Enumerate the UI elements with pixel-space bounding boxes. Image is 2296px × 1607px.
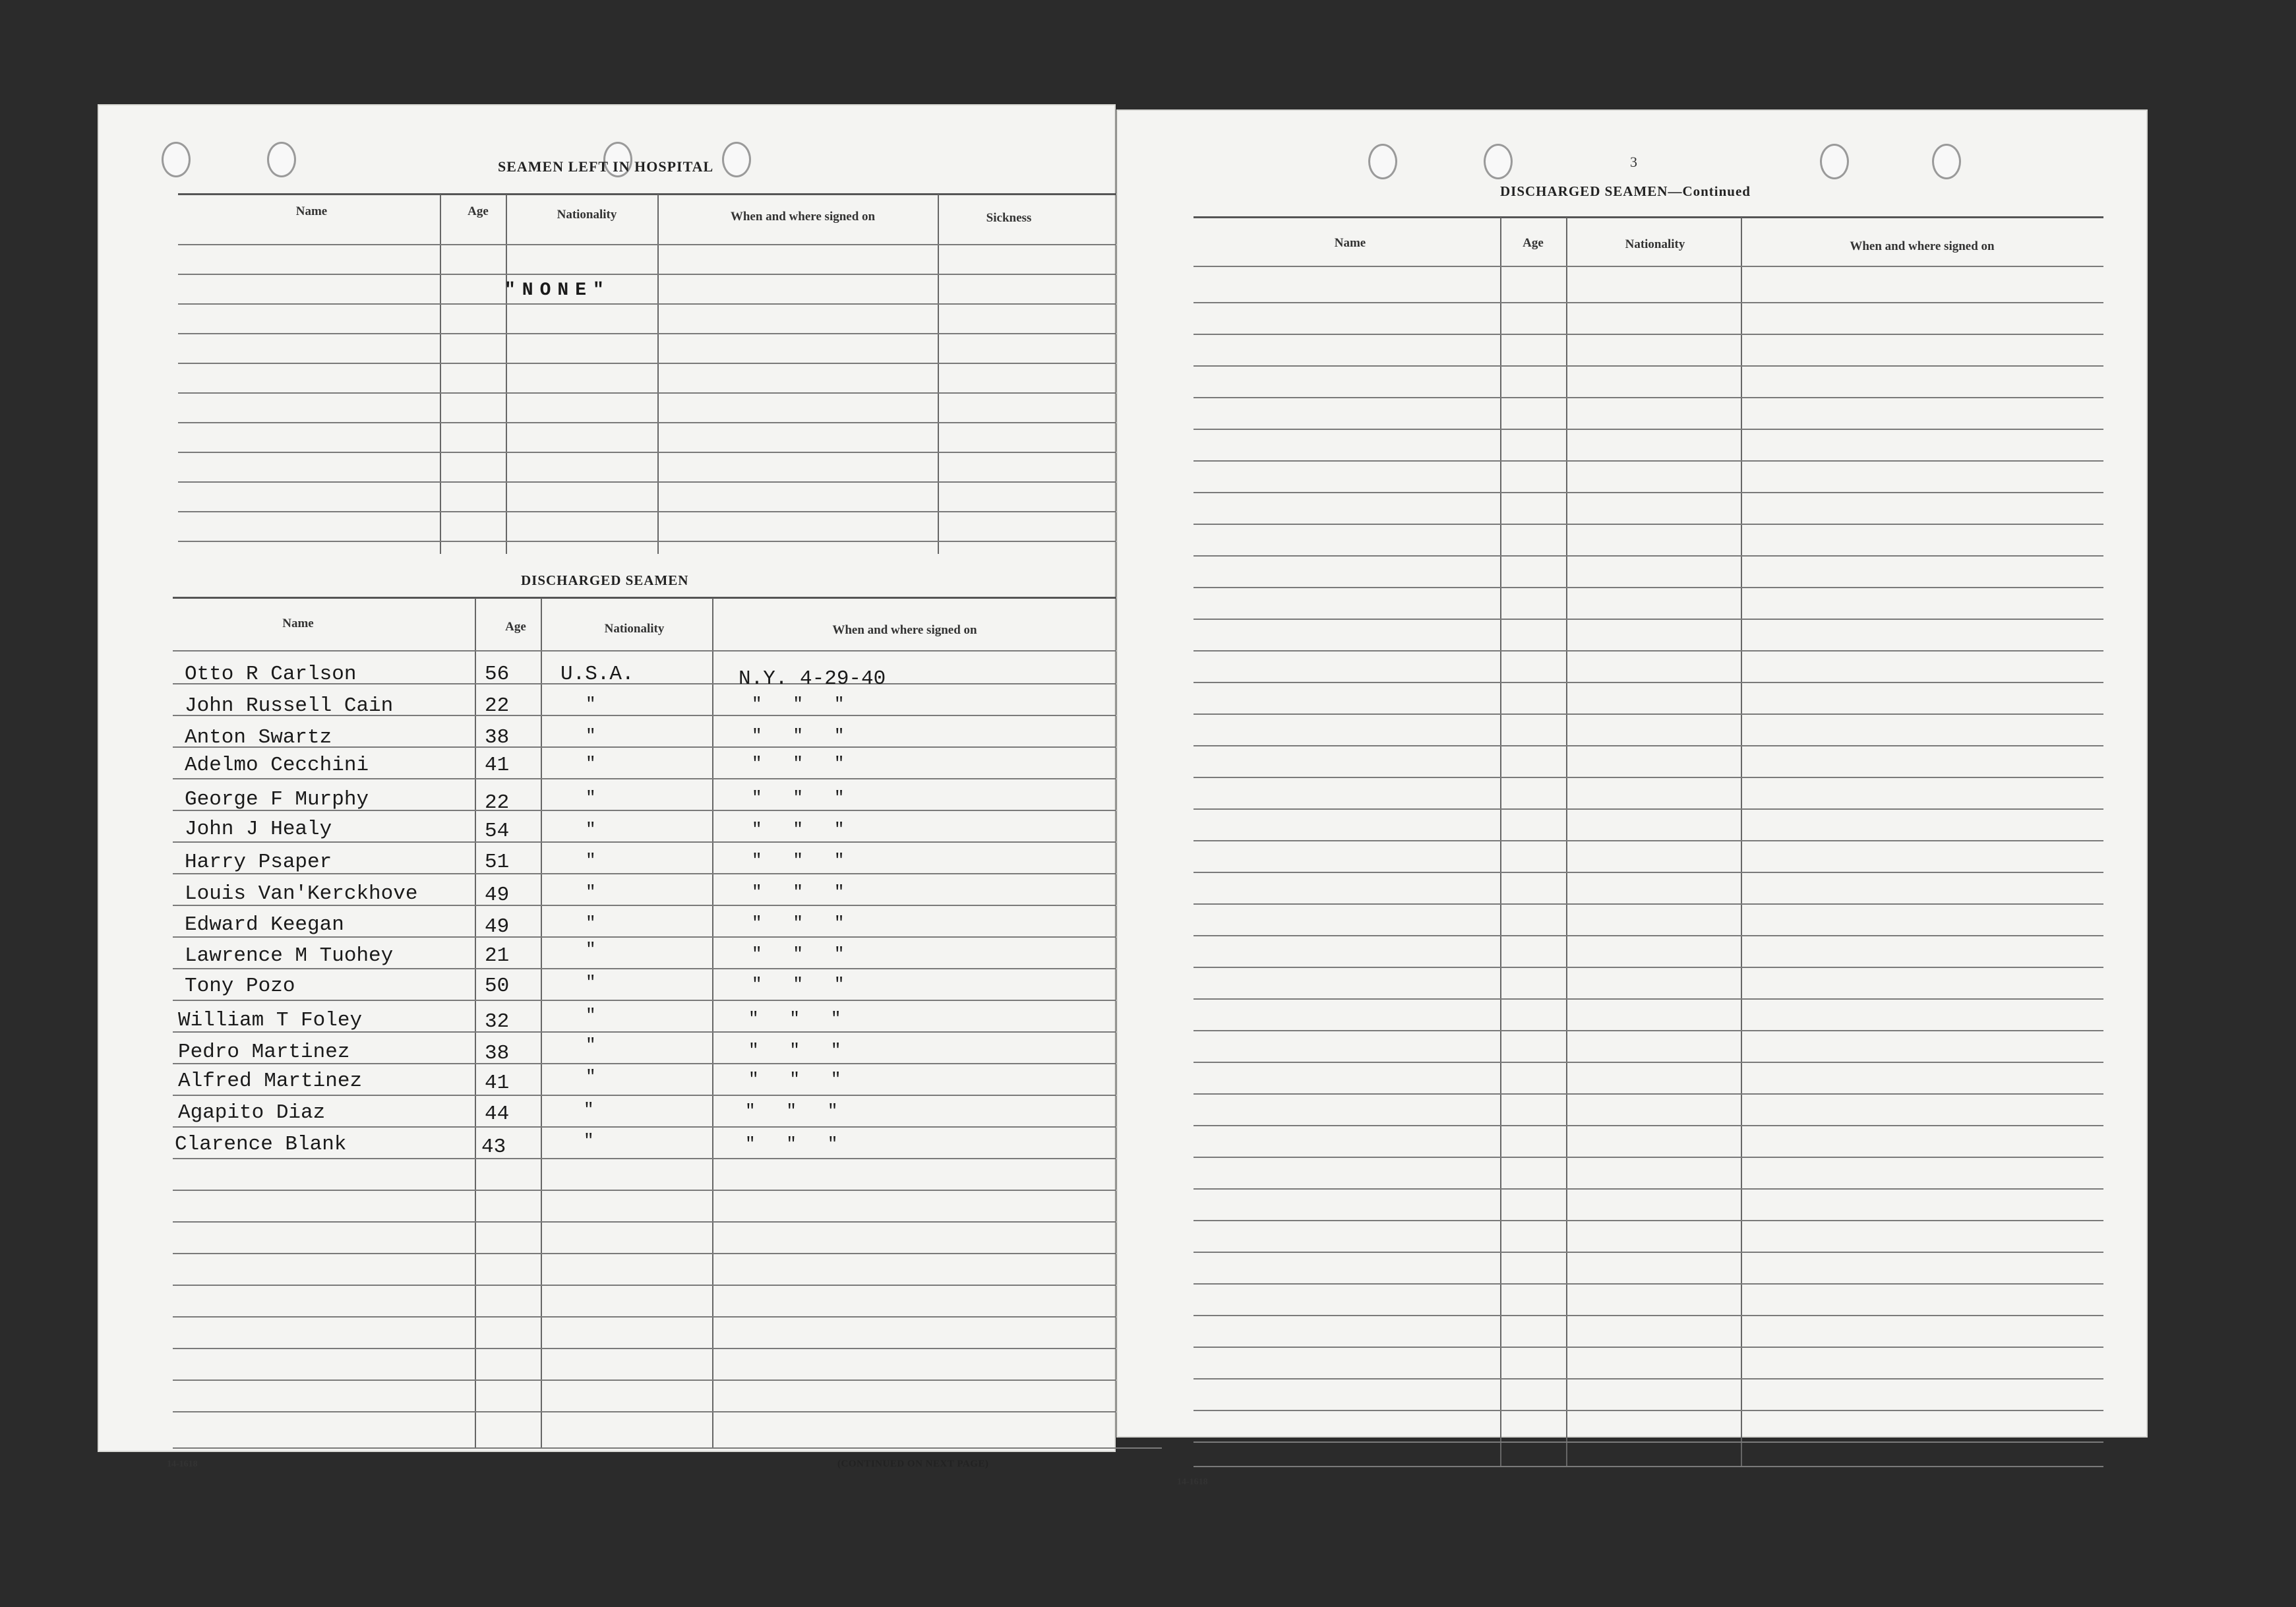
seaman-signed-on: " " " — [752, 754, 845, 773]
seaman-name: John J Healy — [185, 818, 332, 841]
row-rule — [1193, 808, 2103, 810]
row-rule — [1193, 745, 2103, 746]
binder-hole — [722, 142, 751, 177]
seaman-age: 38 — [485, 1042, 510, 1065]
col-divider — [1741, 218, 1742, 1467]
row-rule — [1193, 619, 2103, 620]
col-divider — [657, 195, 659, 554]
seaman-signed-on: " " " — [748, 1041, 841, 1060]
right-page — [1118, 111, 2146, 1487]
seaman-age: 32 — [485, 1010, 510, 1033]
seaman-age: 21 — [485, 944, 510, 967]
table-top-rule — [173, 597, 1162, 599]
header-rule — [173, 650, 1162, 652]
seaman-nationality: " — [586, 851, 596, 870]
row-rule — [1193, 1378, 2103, 1380]
discharged-col-signed-on: When and where signed on — [832, 623, 977, 637]
seaman-signed-on: " " " — [752, 726, 845, 746]
seaman-name: Lawrence M Tuohey — [185, 944, 394, 967]
row-rule — [1193, 1188, 2103, 1190]
row-rule — [1193, 1410, 2103, 1411]
seaman-nationality: " — [586, 1067, 596, 1087]
seaman-signed-on: N.Y. 4-29-40 — [739, 667, 886, 690]
seaman-age: 44 — [485, 1103, 510, 1126]
row-rule — [173, 936, 1162, 938]
row-rule — [173, 1380, 1162, 1381]
seaman-name: Tony Pozo — [185, 975, 295, 998]
seaman-age: 43 — [481, 1136, 506, 1159]
seaman-signed-on: " " " — [748, 1009, 841, 1029]
seaman-name: Pedro Martinez — [178, 1041, 350, 1064]
row-rule — [173, 968, 1162, 969]
binder-hole — [1820, 144, 1849, 179]
continued-col-name: Name — [1334, 236, 1366, 250]
discharged-continued-title: DISCHARGED SEAMEN—Continued — [1500, 183, 1751, 199]
seaman-signed-on: " " " — [752, 882, 845, 902]
seaman-nationality: " — [584, 1131, 594, 1151]
col-divider — [440, 195, 441, 554]
row-rule — [1193, 492, 2103, 493]
row-rule — [1193, 1252, 2103, 1253]
seaman-signed-on: " " " — [752, 975, 845, 994]
seaman-nationality: " — [586, 820, 596, 839]
row-rule — [178, 541, 1164, 542]
row-rule — [1193, 1062, 2103, 1063]
seaman-name: Edward Keegan — [185, 913, 344, 936]
row-rule — [1193, 524, 2103, 525]
form-number: 14-1618 — [167, 1459, 198, 1469]
row-rule — [1193, 587, 2103, 588]
continued-col-nationality: Nationality — [1625, 237, 1685, 251]
seaman-age: 51 — [485, 851, 510, 874]
row-rule — [178, 452, 1164, 453]
seaman-name: Clarence Blank — [175, 1133, 347, 1156]
row-rule — [178, 244, 1164, 245]
seaman-nationality: " — [586, 1006, 596, 1025]
seaman-nationality: " — [584, 1100, 594, 1120]
seaman-signed-on: " " " — [752, 913, 845, 933]
row-rule — [1193, 1466, 2103, 1467]
seaman-age: 50 — [485, 975, 510, 998]
seaman-nationality: " — [586, 754, 596, 773]
row-rule — [178, 333, 1164, 334]
seaman-name: Harry Psaper — [185, 851, 332, 874]
seaman-age: 22 — [485, 791, 510, 814]
continued-col-signed-on: When and where signed on — [1850, 239, 1995, 253]
seaman-name: Alfred Martinez — [178, 1070, 363, 1093]
row-rule — [173, 778, 1162, 779]
row-rule — [1193, 903, 2103, 905]
row-rule — [178, 422, 1164, 423]
row-rule — [1193, 1220, 2103, 1221]
row-rule — [173, 1348, 1162, 1349]
seaman-nationality: " — [586, 1035, 596, 1055]
row-rule — [173, 841, 1162, 843]
col-divider — [712, 598, 713, 1449]
seaman-nationality: " — [586, 913, 596, 933]
seaman-age: 22 — [485, 694, 510, 717]
discharged-col-age: Age — [505, 620, 526, 634]
col-divider — [938, 195, 939, 554]
table-top-rule — [1193, 216, 2103, 218]
seaman-name: Agapito Diaz — [178, 1101, 326, 1124]
hospital-col-nationality: Nationality — [557, 208, 617, 222]
col-divider — [506, 195, 507, 554]
hospital-none-entry: "NONE" — [504, 280, 611, 301]
seaman-signed-on: " " " — [752, 851, 845, 870]
seaman-signed-on: " " " — [752, 788, 845, 808]
col-divider — [541, 598, 542, 1449]
row-rule — [1193, 713, 2103, 715]
row-rule — [1193, 460, 2103, 462]
seaman-name: John Russell Cain — [185, 694, 394, 717]
row-rule — [173, 1411, 1162, 1412]
binder-hole — [267, 142, 296, 177]
seaman-age: 41 — [485, 1072, 510, 1095]
seaman-nationality: " — [586, 726, 596, 746]
form-number: 14-1618 — [1177, 1477, 1208, 1487]
seaman-signed-on: " " " — [752, 944, 845, 964]
seaman-name: Louis Van'Kerckhove — [185, 882, 418, 905]
seaman-age: 54 — [485, 820, 510, 843]
seaman-name: Otto R Carlson — [185, 663, 357, 686]
row-rule — [1193, 1157, 2103, 1158]
seaman-age: 41 — [485, 754, 510, 777]
row-rule — [173, 1158, 1162, 1159]
row-rule — [173, 1190, 1162, 1191]
binder-hole — [1484, 144, 1513, 179]
seaman-signed-on: " " " — [752, 694, 845, 714]
row-rule — [1193, 682, 2103, 683]
row-rule — [1193, 1315, 2103, 1316]
row-rule — [1193, 650, 2103, 652]
seaman-nationality: " — [586, 882, 596, 902]
hospital-col-name: Name — [295, 204, 328, 218]
row-rule — [1193, 397, 2103, 398]
discharged-section-title: DISCHARGED SEAMEN — [521, 572, 689, 588]
header-rule — [1193, 266, 2103, 267]
seaman-name: George F Murphy — [185, 788, 369, 811]
col-divider — [1566, 218, 1567, 1467]
seaman-name: Adelmo Cecchini — [185, 754, 369, 777]
row-rule — [173, 1447, 1162, 1449]
seaman-signed-on: " " " — [745, 1101, 838, 1121]
row-rule — [178, 481, 1164, 483]
row-rule — [1193, 967, 2103, 968]
seaman-nationality: " — [586, 940, 596, 959]
hospital-col-age: Age — [468, 204, 489, 218]
discharged-col-name: Name — [282, 617, 314, 630]
row-rule — [1193, 1030, 2103, 1031]
row-rule — [1193, 935, 2103, 936]
binder-hole — [1368, 144, 1397, 179]
row-rule — [173, 1126, 1162, 1128]
row-rule — [173, 1221, 1162, 1223]
table-top-rule — [178, 193, 1164, 195]
row-rule — [178, 392, 1164, 394]
seaman-nationality: U.S.A. — [560, 663, 634, 686]
hospital-col-sickness: Sickness — [986, 211, 1032, 225]
row-rule — [178, 363, 1164, 364]
page-number: 3 — [1630, 154, 1637, 170]
continued-col-age: Age — [1523, 236, 1544, 250]
row-rule — [1193, 1441, 2103, 1443]
seaman-signed-on: " " " — [745, 1134, 838, 1154]
row-rule — [173, 1285, 1162, 1286]
hospital-col-signed-on: When and where signed on — [730, 210, 876, 224]
row-rule — [1193, 1125, 2103, 1126]
row-rule — [1193, 555, 2103, 557]
row-rule — [178, 511, 1164, 512]
row-rule — [1193, 840, 2103, 841]
row-rule — [1193, 1283, 2103, 1285]
row-rule — [173, 1316, 1162, 1318]
row-rule — [173, 1000, 1162, 1001]
seaman-age: 56 — [485, 663, 510, 686]
seaman-age: 49 — [485, 884, 510, 907]
discharged-col-nationality: Nationality — [604, 622, 665, 636]
row-rule — [1193, 429, 2103, 430]
col-divider — [1500, 218, 1501, 1467]
seaman-age: 49 — [485, 915, 510, 938]
continued-note: (CONTINUED ON NEXT PAGE) — [837, 1459, 989, 1469]
row-rule — [1193, 998, 2103, 1000]
seaman-signed-on: " " " — [748, 1070, 841, 1089]
left-page — [99, 106, 1114, 1469]
row-rule — [1193, 777, 2103, 778]
row-rule — [173, 1095, 1162, 1096]
row-rule — [1193, 872, 2103, 873]
seaman-nationality: " — [586, 694, 596, 714]
row-rule — [1193, 334, 2103, 335]
seaman-name: Anton Swartz — [185, 726, 332, 749]
seaman-nationality: " — [586, 973, 596, 992]
row-rule — [178, 303, 1164, 305]
seaman-age: 38 — [485, 726, 510, 749]
row-rule — [1193, 1093, 2103, 1095]
seaman-name: William T Foley — [178, 1009, 363, 1032]
binder-hole — [162, 142, 191, 177]
binder-hole — [1932, 144, 1961, 179]
hospital-section-title: SEAMEN LEFT IN HOSPITAL — [498, 158, 714, 175]
seaman-nationality: " — [586, 788, 596, 808]
seaman-signed-on: " " " — [752, 820, 845, 839]
row-rule — [1193, 302, 2103, 303]
col-divider — [475, 598, 476, 1449]
row-rule — [1193, 365, 2103, 367]
row-rule — [178, 274, 1164, 275]
row-rule — [173, 1253, 1162, 1254]
row-rule — [1193, 1347, 2103, 1348]
